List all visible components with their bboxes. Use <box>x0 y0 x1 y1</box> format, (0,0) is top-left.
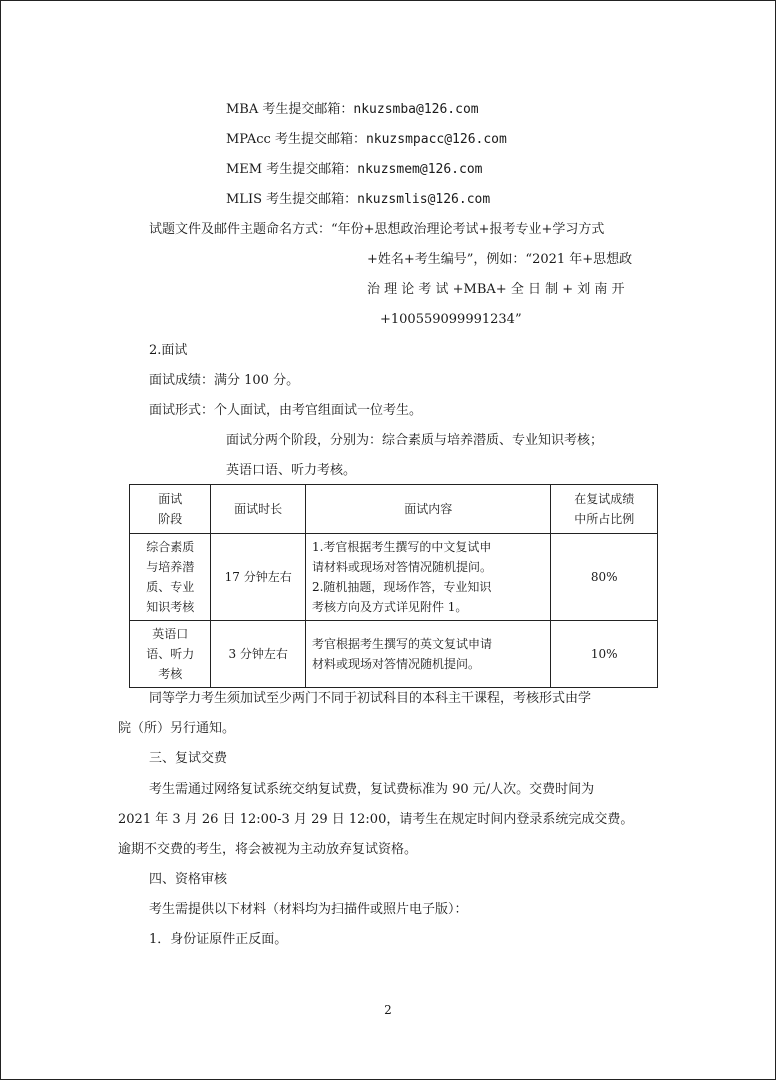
email-line-mba <box>226 101 479 119</box>
fee-line-2: 2021 年 3 月 26 日 12:00-3 月 29 日 12:00，请考生在规定时间内登录系统完成交费。 <box>118 812 634 827</box>
cell-duration: 3 分钟左右 <box>211 621 306 688</box>
cell-stage: 综合素质 与培养潜 质、专业 知识考核 <box>130 534 211 621</box>
cell-stage: 英语口 语、听力 考核 <box>130 621 211 688</box>
interview-form: 面试形式：个人面试，由考官组面试一位考生。 <box>149 403 423 418</box>
qualification-heading: 四、资格审核 <box>149 872 228 887</box>
table-header-row <box>130 485 658 534</box>
interview-table <box>129 484 658 688</box>
interview-stages-line-2: 英语口语、听力考核。 <box>226 463 357 478</box>
interview-score: 面试成绩：满分 100 分。 <box>149 373 300 388</box>
email-line-mlis <box>226 191 490 209</box>
interview-stages-line-1: 面试分两个阶段，分别为：综合素质与培养潜质、专业知识考核； <box>226 433 604 448</box>
email-address: nkuzsmem@126.com <box>357 162 483 177</box>
email-label: MLIS 考生提交邮箱： <box>226 192 358 207</box>
email-address: nkuzsmlis@126.com <box>357 192 491 207</box>
naming-text: “年份+思想政治理论考试+报考专业+学习方式 <box>331 222 605 237</box>
equivalent-note-line-2: 院（所）另行通知。 <box>118 721 236 736</box>
fee-heading: 三、复试交费 <box>149 751 228 766</box>
naming-rule-line-4: +100559099991234” <box>380 312 522 327</box>
fee-line-3: 逾期不交费的考生，将会被视为主动放弃复试资格。 <box>118 842 418 857</box>
cell-ratio: 80% <box>551 534 658 621</box>
equivalent-note-line-1: 同等学力考生须加试至少两门不同于初试科目的本科主干课程，考核形式由学 <box>149 691 592 706</box>
naming-rule-line-2: +姓名+考生编号”，例如：“2021 年+思想政 <box>367 252 633 267</box>
page-number: 2 <box>384 1003 392 1017</box>
email-label: MPAcc 考生提交邮箱： <box>226 132 366 147</box>
header-stage: 面试 阶段 <box>130 485 211 534</box>
qualification-intro: 考生需提供以下材料（材料均为扫描件或照片电子版）： <box>149 902 468 917</box>
header-content: 面试内容 <box>305 485 550 534</box>
naming-rule-line-3: 治 理 论 考 试 +MBA+ 全 日 制 + 刘 南 开 <box>367 282 625 297</box>
qualification-item-1: 1．身份证原件正反面。 <box>149 932 288 947</box>
interview-heading: 2.面试 <box>149 343 188 358</box>
naming-rule-line-1 <box>149 221 604 239</box>
naming-label: 试题文件及邮件主题命名方式： <box>149 222 332 237</box>
cell-content: 考官根据考生撰写的英文复试申请 材料或现场对答情况随机提问。 <box>305 621 550 688</box>
fee-line-1: 考生需通过网络复试系统交纳复试费，复试费标准为 90 元/人次。交费时间为 <box>149 782 595 797</box>
header-duration: 面试时长 <box>211 485 306 534</box>
header-ratio: 在复试成绩 中所占比例 <box>551 485 658 534</box>
email-address: nkuzsmpacc@126.com <box>365 132 507 147</box>
email-line-mpacc <box>226 131 507 149</box>
email-label: MEM 考生提交邮箱： <box>226 162 358 177</box>
table-row <box>130 621 658 688</box>
cell-ratio: 10% <box>551 621 658 688</box>
email-line-mem <box>226 161 482 179</box>
cell-duration: 17 分钟左右 <box>211 534 306 621</box>
email-label: MBA 考生提交邮箱： <box>226 102 354 117</box>
email-address: nkuzsmba@126.com <box>353 102 479 117</box>
cell-content: 1.考官根据考生撰写的中文复试申 请材料或现场对答情况随机提问。 2.随机抽题，现场作答，专业知识 考核方向及方式详见附件 1。 <box>305 534 550 621</box>
table-row <box>130 534 658 621</box>
